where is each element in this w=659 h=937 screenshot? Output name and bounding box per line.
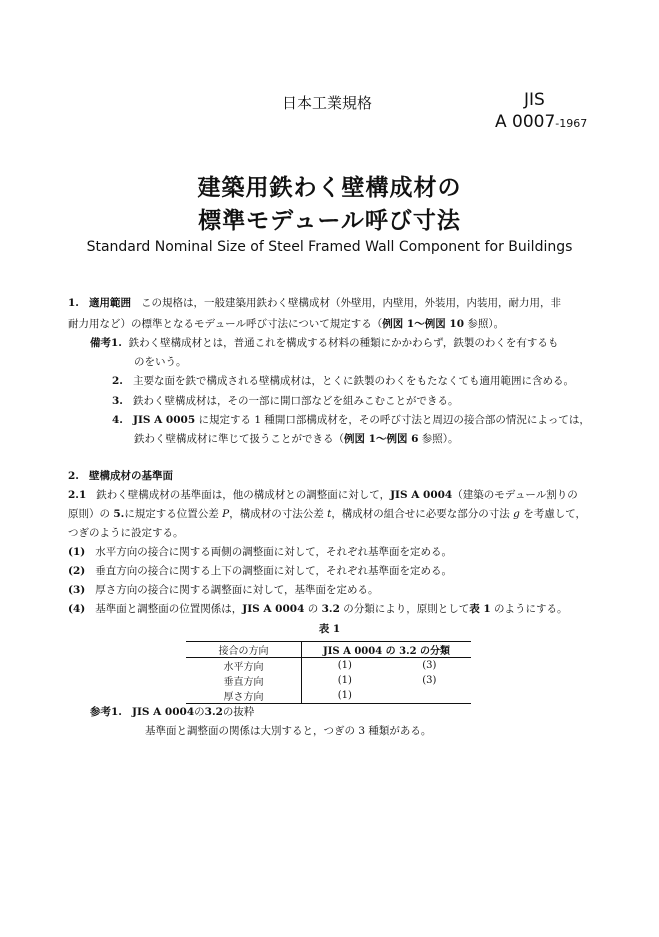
table-cell: (1) bbox=[337, 675, 352, 686]
sec2-num: 2. bbox=[68, 470, 79, 482]
sec2-heading-line bbox=[68, 469, 173, 483]
table-1 bbox=[186, 641, 471, 704]
reference-jis: JIS A 0004 bbox=[131, 706, 195, 718]
remark-1-num: 1. bbox=[111, 337, 122, 349]
jis-number-code: A 0007 bbox=[495, 112, 556, 132]
table-cell: (3) bbox=[422, 675, 437, 686]
symbol-g: g bbox=[513, 508, 520, 520]
sec2-1-line-2 bbox=[68, 507, 586, 521]
table-row bbox=[186, 673, 471, 688]
reference-num: 1. bbox=[111, 706, 122, 718]
remark-3 bbox=[112, 394, 458, 408]
remark-2 bbox=[112, 374, 574, 388]
jis-year: -1967 bbox=[555, 117, 588, 130]
reference-no: の bbox=[194, 706, 205, 718]
remark-1-text-1: 鉄わく壁構成材とは，普通これを構成する材料の種類にかかわらず，鉄製のわくを有するも bbox=[128, 337, 559, 349]
sec2-item-4-text-b: の bbox=[304, 603, 322, 615]
remark-4-ref: JIS A 0005 bbox=[132, 414, 196, 426]
sec1-num: 1. bbox=[68, 297, 79, 309]
remark-4-num: 4. bbox=[112, 414, 123, 426]
sec2-item-1-num: (1) bbox=[68, 546, 86, 558]
jis-number bbox=[495, 112, 587, 132]
sec2-item-4-num: (4) bbox=[68, 603, 86, 615]
remark-1-text-2: のをいう。 bbox=[134, 356, 187, 368]
sec2-item-2-text: 垂直方向の接合に関する上下の調整面に対して，それぞれ基準面を定める。 bbox=[95, 565, 453, 577]
sec1-heading: 適用範囲 bbox=[88, 297, 131, 309]
remark-4-text-2a: 鉄わく壁構成材に準じて扱うことができる（ bbox=[134, 433, 344, 445]
table-row bbox=[186, 688, 471, 704]
symbol-t: t bbox=[327, 508, 332, 520]
sec2-heading: 壁構成材の基準面 bbox=[88, 470, 173, 482]
table-header-classification: JIS A 0004 の 3.2 の分類 bbox=[302, 642, 472, 658]
sec2-1-text-1b: （建築のモデュール割りの bbox=[452, 489, 578, 501]
sec2-item-1 bbox=[68, 545, 452, 559]
table-cell: 垂直方向 bbox=[186, 673, 302, 688]
sec2-1-text-2d: ，構成材の組合せに必要な部分の寸法 bbox=[331, 508, 514, 520]
sec2-item-3-num: (3) bbox=[68, 584, 86, 596]
sec2-item-4-text-c: の分類により，原則として bbox=[339, 603, 470, 615]
remark-2-num: 2. bbox=[112, 375, 123, 387]
table-1-caption: 表 1 bbox=[318, 623, 341, 635]
remark-4-line-1 bbox=[112, 413, 590, 427]
table-header-row bbox=[186, 642, 471, 658]
remark-3-num: 3. bbox=[112, 395, 123, 407]
sec1-text-2a: 耐力用など）の標準となるモデュール呼び寸法について規定する（ bbox=[68, 318, 383, 330]
remark-4-line-2 bbox=[134, 432, 459, 446]
table-cell bbox=[388, 688, 471, 704]
remark-4-text-2c: 参照）。 bbox=[418, 433, 459, 445]
sec2-item-4-text-a: 基準面と調整面の位置関係は， bbox=[95, 603, 243, 615]
reference-clause: 3.2 bbox=[204, 706, 223, 718]
table-row bbox=[186, 658, 471, 674]
title-line-1: 建築用鉄わく壁構成材の bbox=[197, 174, 462, 201]
remark-1 bbox=[90, 336, 558, 350]
sec2-item-2-num: (2) bbox=[68, 565, 86, 577]
sec1-text-1: この規格は，一般建築用鉄わく壁構成材（外壁用，内壁用，外装用，内装用，耐力用，非 bbox=[141, 297, 561, 309]
sec2-1-text-1a: 鉄わく壁構成材の基準面は，他の構成材との調整面に対して， bbox=[96, 489, 391, 501]
remark-4-ref-figures: 例図 1～例図 6 bbox=[344, 433, 419, 445]
sec2-1-ref: JIS A 0004 bbox=[390, 489, 453, 501]
remark-4-text-1: に規定する 1 種開口部構成材を，その呼び寸法と周辺の接合部の情況によっては， bbox=[195, 414, 590, 426]
sec2-1-line-1 bbox=[68, 488, 578, 502]
jis-label: JIS bbox=[524, 90, 545, 110]
sec2-item-2 bbox=[68, 564, 452, 578]
sec2-item-4-ref2: 3.2 bbox=[321, 603, 340, 615]
sec2-item-1-text: 水平方向の接合に関する両側の調整面に対して，それぞれ基準面を定める。 bbox=[95, 546, 453, 558]
sec1-text-2c: 参照）。 bbox=[464, 318, 505, 330]
table-cell: 水平方向 bbox=[186, 658, 302, 674]
table-cell: (1) bbox=[302, 688, 388, 704]
sec2-item-4-text-d: のようにする。 bbox=[490, 603, 568, 615]
table-cell: 厚さ方向 bbox=[186, 688, 302, 704]
sec1-line-1 bbox=[68, 296, 561, 310]
sec2-1-text-2e: を考慮して， bbox=[519, 508, 587, 520]
sec2-1-num: 2.1 bbox=[68, 489, 87, 501]
sec2-1-text-2b: に規定する位置公差 bbox=[124, 508, 223, 520]
sec2-1-text-2c: ，構成材の寸法公差 bbox=[229, 508, 328, 520]
reference-label: 参考 bbox=[90, 706, 111, 718]
sec2-1-ref-5: 5. bbox=[113, 508, 125, 520]
sec2-item-4 bbox=[68, 602, 568, 616]
remark-2-text: 主要な面を鉄で構成される壁構成材は，とくに鉄製のわくをもたなくても適用範囲に含める。 bbox=[132, 375, 574, 387]
sec2-item-4-ref: JIS A 0004 bbox=[242, 603, 305, 615]
remarks-label: 備考 bbox=[90, 337, 111, 349]
table-header-direction: 接合の方向 bbox=[186, 642, 302, 658]
sec2-item-4-table-ref: 表 1 bbox=[469, 603, 491, 615]
sec2-1-line-3: つぎのように設定する。 bbox=[68, 527, 184, 539]
reference-line bbox=[90, 705, 254, 719]
title-english: Standard Nominal Size of Steel Framed Wall Component for Buildings bbox=[86, 239, 573, 255]
symbol-P: P bbox=[222, 508, 230, 520]
sec1-line-2 bbox=[68, 317, 504, 331]
title-line-2: 標準モデュール呼び寸法 bbox=[198, 207, 461, 234]
sec2-item-3-text: 厚さ方向の接合に関する調整面に対して，基準面を定める。 bbox=[95, 584, 379, 596]
reference-text: 基準面と調整面の関係は大別すると，つぎの 3 種類がある。 bbox=[145, 725, 432, 737]
remark-3-text: 鉄わく壁構成材は，その一部に開口部などを組みこむことができる。 bbox=[132, 395, 459, 407]
sec2-item-3 bbox=[68, 583, 379, 597]
table-cell: (3) bbox=[422, 660, 437, 671]
table-cell: (1) bbox=[337, 660, 352, 671]
reference-excerpt: の抜粋 bbox=[222, 706, 255, 718]
sec2-1-text-2a: 原則）の bbox=[68, 508, 114, 520]
standard-title: 日本工業規格 bbox=[282, 94, 373, 112]
sec1-ref-figures: 例図 1～例図 10 bbox=[382, 318, 464, 330]
